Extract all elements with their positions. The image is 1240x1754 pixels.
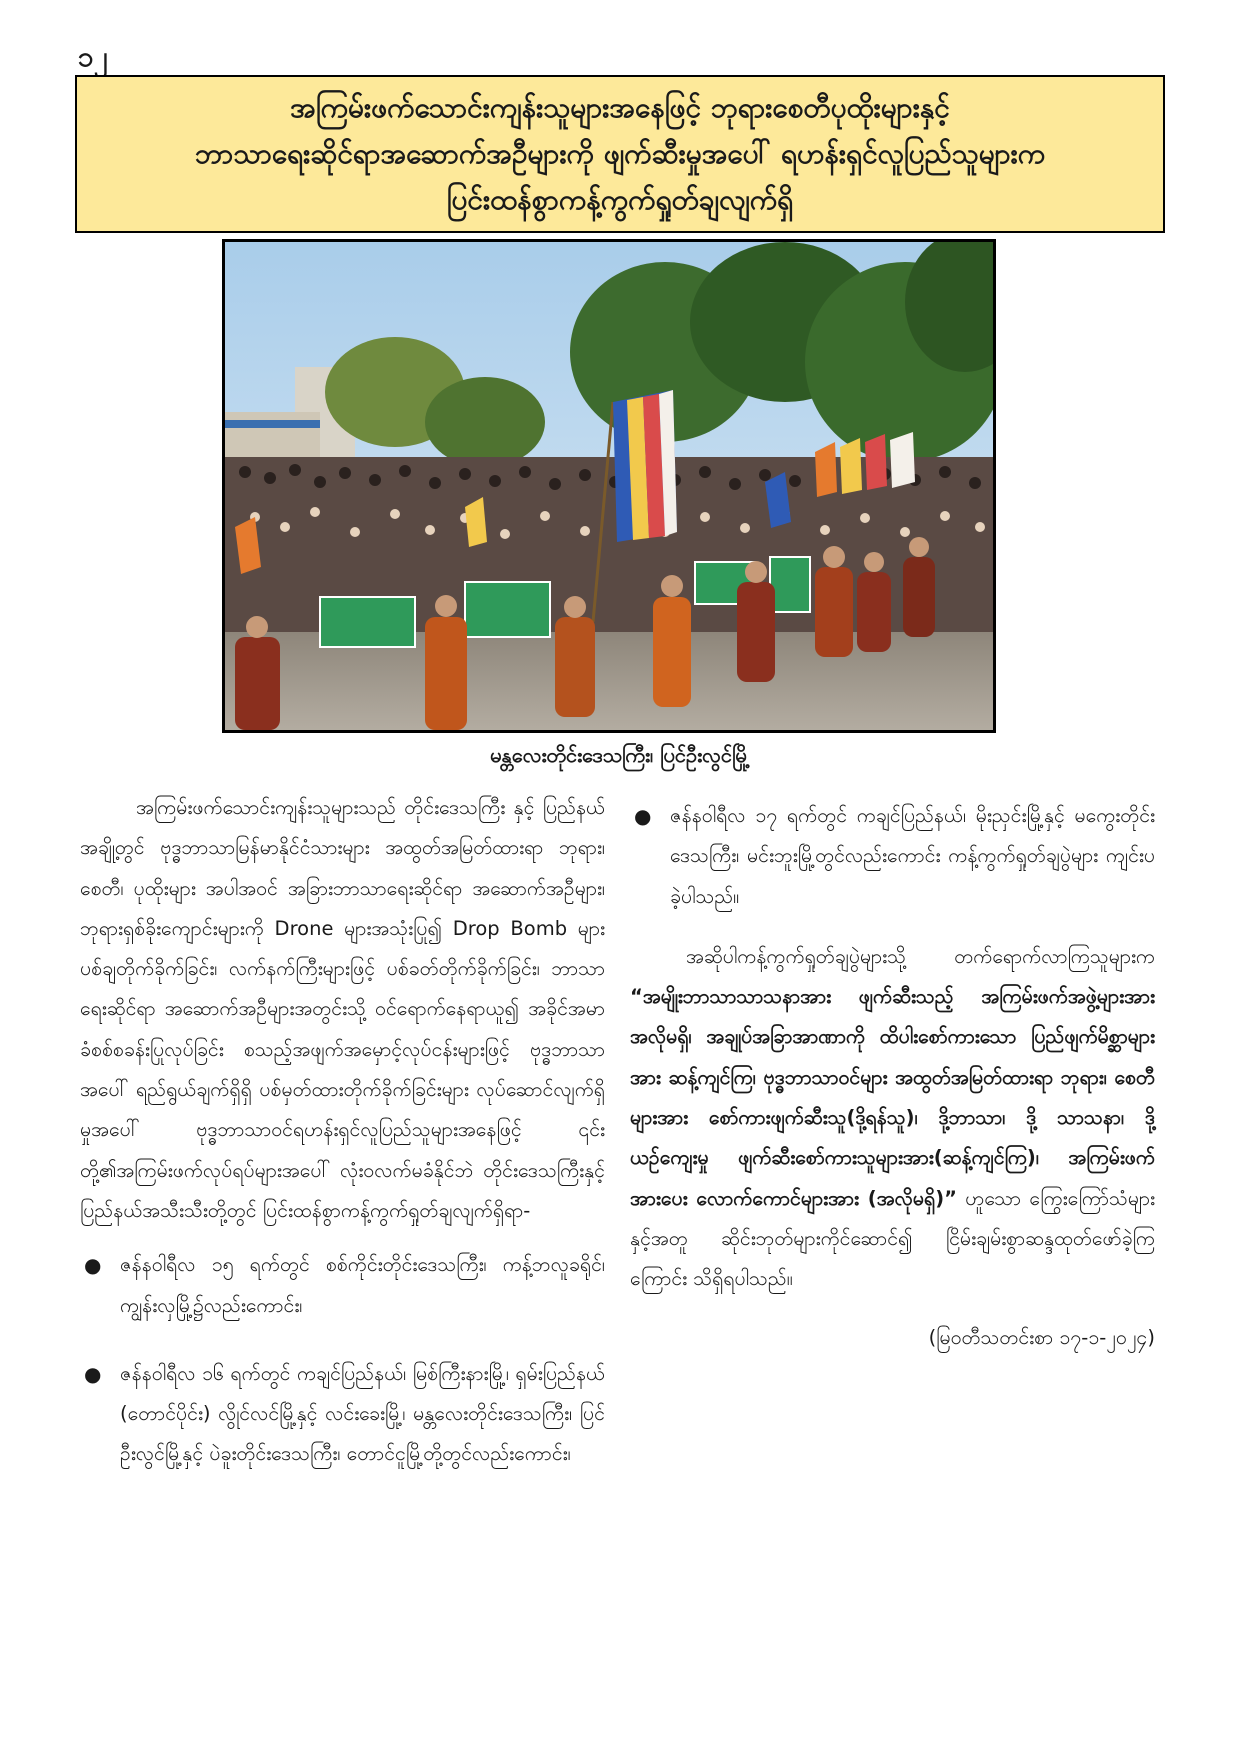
tree (425, 377, 545, 467)
protest-banner (465, 582, 550, 637)
headline-line-2: ဘာသာရေးဆိုင်ရာအဆောက်အဦများကို ဖျက်ဆီးမှုအပေါ် ရဟန်းရှင်လူပြည်သူများက (194, 137, 1046, 170)
intro-paragraph: အကြမ်းဖက်သောင်းကျန်းသူများသည် တိုင်းဒေသကြီး နှင့် ပြည်နယ်အချို့တွင် ဗုဒ္ဓဘာသာမြန်မာနိုင်ငံသားများ အထွတ်အမြတ်ထားရာ ဘုရား၊ စေတီ၊ ပုထိုးများ အပါအဝင် အခြားဘာသာရေးဆိုင်ရာ အဆောက်အဦများ၊ ဘုရားရှစ်ခိုးကျောင်းများကို Drone များအသုံးပြု၍ Drop Bomb များ ပစ်ချတိုက်ခိုက်ခြင်း၊ လက်နက်ကြီးများဖြင့် ပစ်ခတ်တိုက်ခိုက်ခြင်း၊ ဘာသာရေးဆိုင်ရာ အဆောက်အဦများအတွင်းသို့ ဝင်ရောက်နေရာယူ၍ အခိုင်အမာခံစစ်စခန်းပြုလုပ်ခြင်း စသည့်အဖျက်အမှောင့်လုပ်ငန်းများဖြင့် ဗုဒ္ဓဘာသာအပေါ် ရည်ရွယ်ချက်ရှိရှိ ပစ်မှတ်ထားတိုက်ခိုက်ခြင်းများ လုပ်ဆောင်လျက်ရှိမှုအပေါ် ဗုဒ္ဓဘာသာဝင်ရဟန်းရှင်လူပြည်သူများအနေဖြင့် ၎င်းတို့၏အကြမ်းဖက်လုပ်ရပ်များအပေါ် လုံးဝလက်မခံနိုင်ဘဲ တိုင်းဒေသကြီးနှင့် ပြည်နယ်အသီးသီးတို့တွင် ပြင်းထန်စွာကန့်ကွက်ရှုတ်ချလျက်ရှိရာ- (80, 796, 605, 1222)
bullet-item (630, 796, 1155, 917)
protest-photo-illustration (225, 242, 993, 730)
headline-box (75, 75, 1165, 233)
protest-photo (222, 239, 996, 733)
bullet-text: ဇန်နဝါရီလ ၁၇ ရက်တွင် ကချင်ပြည်နယ်၊ မိုးညှင်းမြို့နှင့် မကွေးတိုင်းဒေသကြီး၊ မင်းဘူးမြို့တွင်လည်းကောင်း ကန့်ကွက်ရှုတ်ချပွဲများ ကျင်းပခဲ့ပါသည်။ (670, 804, 1155, 908)
headline-line-1: အကြမ်းဖက်သောင်းကျန်းသူများအနေဖြင့် ဘုရားစေတီပုထိုးများနှင့် (290, 91, 950, 124)
bullet-dot-icon: ● (84, 1361, 102, 1386)
protest-banner (770, 557, 810, 612)
bullet-text: ဇန်နဝါရီလ ၁၅ ရက်တွင် စစ်ကိုင်းတိုင်းဒေသကြီး၊ ကန့်ဘလူခရိုင်၊ ကျွန်းလှမြို့၌လည်းကောင်း၊ (120, 1253, 605, 1317)
news-source: (မြဝတီသတင်းစာ ၁၇-၁-၂၀၂၄) (928, 1325, 1155, 1349)
left-column (80, 788, 605, 1475)
headline-line-3: ပြင်းထန်စွာကန့်ကွက်ရှုတ်ချလျက်ရှိ (446, 183, 794, 216)
statement-tail: ဟူသော ကြွေးကြော်သံများနှင့်အတူ ဆိုင်းဘုတ်များကိုင်ဆောင်၍ ငြိမ်းချမ်းစွာဆန္ဒထုတ်ဖော်ခဲ့ကြကြောင်း သိရှိရပါသည်။ (630, 1186, 1156, 1291)
statement-paragraph (630, 937, 1155, 1300)
protest-slogans: “အမျိုးဘာသာသာသနာအား ဖျက်ဆီးသည့် အကြမ်းဖက်အဖွဲ့များအား အလိုမရှိ၊ အချုပ်အခြာအာဏာကို ထိပါးစော်ကားသော ပြည်ဖျက်မိစ္ဆာများအား ဆန့်ကျင်ကြ၊ ဗုဒ္ဓဘာသာဝင်များ အထွတ်အမြတ်ထားရာ ဘုရား၊ စေတီများအား စော်ကားဖျက်ဆီးသူ(ဒို့ရန်သူ)၊ ဒို့ဘာသာ၊ ဒို့ သာသနာ၊ ဒို့ယဉ်ကျေးမှု ဖျက်ဆီးစော်ကားသူများအား(ဆန့်ကျင်ကြ)၊ အကြမ်းဖက်အားပေး လောက်ကောင်များအား (အလိုမရှိ)” (630, 985, 1155, 1210)
bullet-text: ဇန်နဝါရီလ ၁၆ ရက်တွင် ကချင်ပြည်နယ်၊ မြစ်ကြီးနားမြို့၊ ရှမ်းပြည်နယ် (တောင်ပိုင်း) လွိုင်လင်မြို့နှင့် လင်းခေးမြို့၊ မန္တလေးတိုင်းဒေသကြီး၊ ပြင်ဦးလွင်မြို့နှင့် ပဲခူးတိုင်းဒေသကြီး၊ တောင်ငူမြို့တို့တွင်လည်းကောင်း၊ (120, 1361, 605, 1466)
bullet-dot-icon: ● (84, 1253, 102, 1278)
page-number: ၁၂ (78, 40, 108, 73)
right-column (630, 796, 1155, 1377)
bullet-item (80, 1245, 605, 1326)
statement-lead: အဆိုပါကန့်ကွက်ရှုတ်ချပွဲများသို့ တက်ရောက်လာကြသူများက (686, 944, 1155, 968)
bullet-dot-icon: ● (634, 804, 652, 828)
protest-banner (320, 597, 415, 647)
building-sign (225, 420, 320, 428)
bullet-item (80, 1354, 605, 1475)
photo-caption: မန္တလေးတိုင်းဒေသကြီး၊ ပြင်ဦးလွင်မြို့ (490, 743, 750, 767)
